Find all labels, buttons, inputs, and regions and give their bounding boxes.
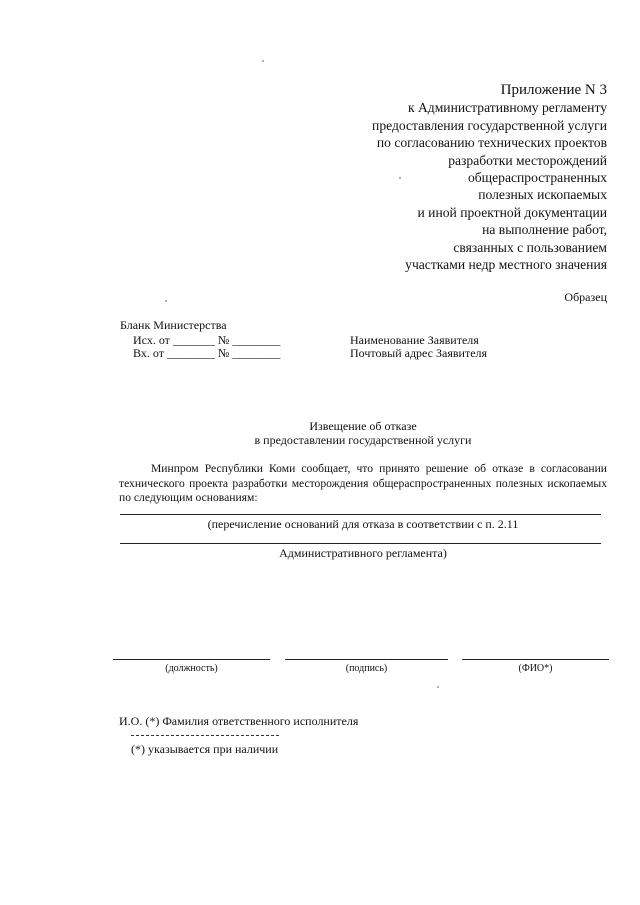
reasons-hint-2: Административного регламента) <box>279 546 447 560</box>
appendix-line: участками недр местного значения <box>405 257 607 273</box>
notice-subtitle: в предоставлении государственной услуги <box>254 433 472 447</box>
executor-line: И.О. (*) Фамилия ответственного исполнителя <box>119 714 359 728</box>
applicant-name: Наименование Заявителя <box>350 333 479 347</box>
scan-speck <box>437 686 439 688</box>
fio-line <box>462 659 609 660</box>
sample-label: Образец <box>564 290 607 304</box>
signature-line <box>285 659 448 660</box>
appendix-title: Приложение N 3 <box>500 82 607 98</box>
reasons-line-2 <box>120 543 601 544</box>
appendix-line: связанных с пользованием <box>453 239 607 255</box>
ministry-blank: Бланк Министерства <box>120 318 227 332</box>
appendix-line: общераспространенных <box>467 170 607 186</box>
appendix-header <box>372 82 607 273</box>
signature-label: (подпись) <box>345 663 388 674</box>
scan-speck <box>262 60 264 62</box>
appendix-line: разработки месторождений <box>448 152 607 168</box>
applicant-address: Почтовый адрес Заявителя <box>350 346 488 360</box>
notice-title: Извещение об отказе <box>309 419 417 433</box>
appendix-line: на выполнение работ, <box>482 222 607 238</box>
appendix-line: полезных ископаемых <box>478 187 607 203</box>
reasons-hint-1: (перечисление оснований для отказа в соответствии с п. 2.11 <box>207 517 519 531</box>
position-label: (должность) <box>165 663 218 674</box>
footnote: (*) указывается при наличии <box>131 742 279 756</box>
appendix-line: и иной проектной документации <box>417 204 607 220</box>
position-line <box>113 659 270 660</box>
appendix-line: по согласованию технических проектов <box>376 135 607 151</box>
appendix-line: к Административному регламенту <box>407 100 607 116</box>
notice-body: Минпром Республики Коми сообщает, что принято решение об отказе в согласовании технического проекта разработки месторождения общераспространенных полезных ископаемых по следующим основаниям: <box>119 462 607 504</box>
footnote-separator <box>131 735 279 736</box>
reasons-line-1 <box>120 514 601 515</box>
fio-label: (ФИО*) <box>518 663 553 674</box>
appendix-line: предоставления государственной услуги <box>372 117 607 133</box>
outgoing-ref: Исх. от _______ № ________ <box>133 333 281 347</box>
incoming-ref: Вх. от ________ № ________ <box>133 346 281 360</box>
scan-speck <box>165 300 167 302</box>
scan-speck <box>399 177 401 179</box>
